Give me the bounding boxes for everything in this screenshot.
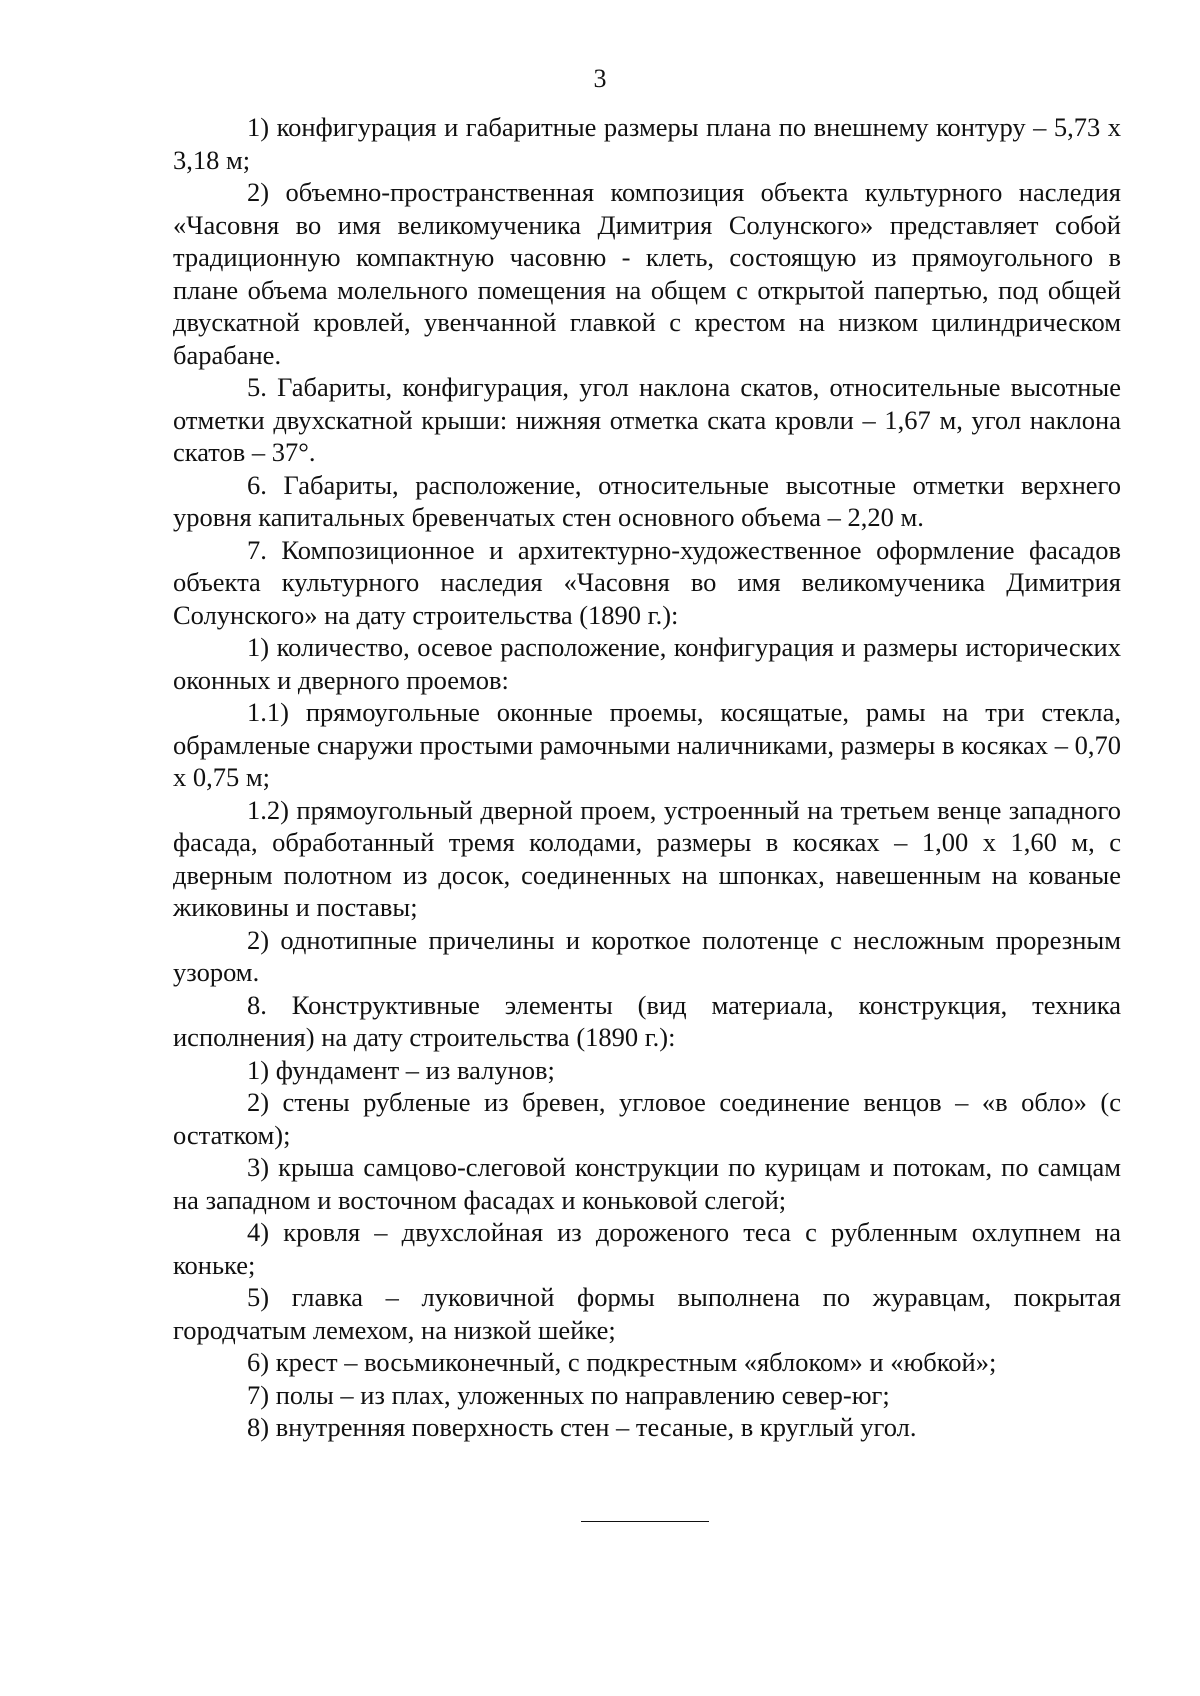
page-number: 3	[593, 64, 607, 93]
document-body	[173, 111, 1121, 1444]
paragraph-item-8-3: 3) крыша самцово-слеговой конструкции по курицам и потокам, по самцам на западном и восточном фасадах и коньковой слегой;	[173, 1152, 1121, 1215]
paragraph-item-1: 1) конфигурация и габаритные размеры плана по внешнему контуру – 5,73 х 3,18 м;	[173, 112, 1121, 175]
paragraph-item-7-1: 1) количество, осевое расположение, конфигурация и размеры исторических оконных и дверного проемов:	[173, 632, 1121, 695]
paragraph-section-8: 8. Конструктивные элементы (вид материала, конструкция, техника исполнения) на дату строительства (1890 г.):	[173, 989, 1121, 1052]
paragraph-item-8-1: 1) фундамент – из валунов;	[247, 1054, 555, 1085]
paragraph-section-7: 7. Композиционное и архитектурно-художественное оформление фасадов объекта культурного наследия «Часовня во имя великомученика Димитрия Солунского» на дату строительства (1890 г.):	[173, 534, 1121, 630]
paragraph-item-2: 2) объемно-пространственная композиция объекта культурного наследия «Часовня во имя великомученика Димитрия Солунского» представляет собой традиционную компактную часовню - клеть, состоящую из прямоугольного в плане объема молельного помещения на общем с открытой папертью, под общей двускатной кровлей, увенчанной главкой с крестом на низком цилиндрическом барабане.	[173, 177, 1121, 370]
paragraph-item-8-6: 6) крест – восьмиконечный, с подкрестным «яблоком» и «юбкой»;	[247, 1347, 997, 1377]
paragraph-item-8-8: 8) внутренняя поверхность стен – тесаные, в круглый угол.	[247, 1412, 917, 1442]
paragraph-item-7-1-2: 1.2) прямоугольный дверной проем, устроенный на третьем венце западного фасада, обработанный тремя колодами, размеры в косяках – 1,00 х 1,60 м, с дверным полотном из досок, соединенных на шпонках, навешенным на кованые жиковины и поставы;	[173, 794, 1121, 922]
paragraph-section-5: 5. Габариты, конфигурация, угол наклона скатов, относительные высотные отметки двухскатной крыши: нижняя отметка ската кровли – 1,67 м, угол наклона скатов – 37°.	[173, 372, 1121, 467]
paragraph-item-7-2: 2) однотипные причелины и короткое полотенце с несложным прорезным узором.	[173, 924, 1121, 987]
paragraph-item-8-5: 5) главка – луковичной формы выполнена по журавцам, покрытая городчатым лемехом, на низкой шейке;	[173, 1282, 1121, 1345]
paragraph-item-8-4: 4) кровля – двухслойная из дороженого теса с рубленным охлупнем на коньке;	[173, 1217, 1121, 1280]
paragraph-item-7-1-1: 1.1) прямоугольные оконные проемы, косящатые, рамы на три стекла, обрамленые снаружи простыми рамочными наличниками, размеры в косяках – 0,70 х 0,75 м;	[173, 697, 1121, 792]
paragraph-section-6: 6. Габариты, расположение, относительные высотные отметки верхнего уровня капитальных бревенчатых стен основного объема – 2,20 м.	[173, 469, 1121, 532]
paragraph-item-8-2: 2) стены рубленые из бревен, угловое соединение венцов – «в обло» (с остатком);	[173, 1087, 1121, 1150]
closing-rule-divider	[581, 1521, 709, 1522]
paragraph-item-8-7: 7) полы – из плах, уложенных по направлению север-юг;	[247, 1379, 890, 1410]
